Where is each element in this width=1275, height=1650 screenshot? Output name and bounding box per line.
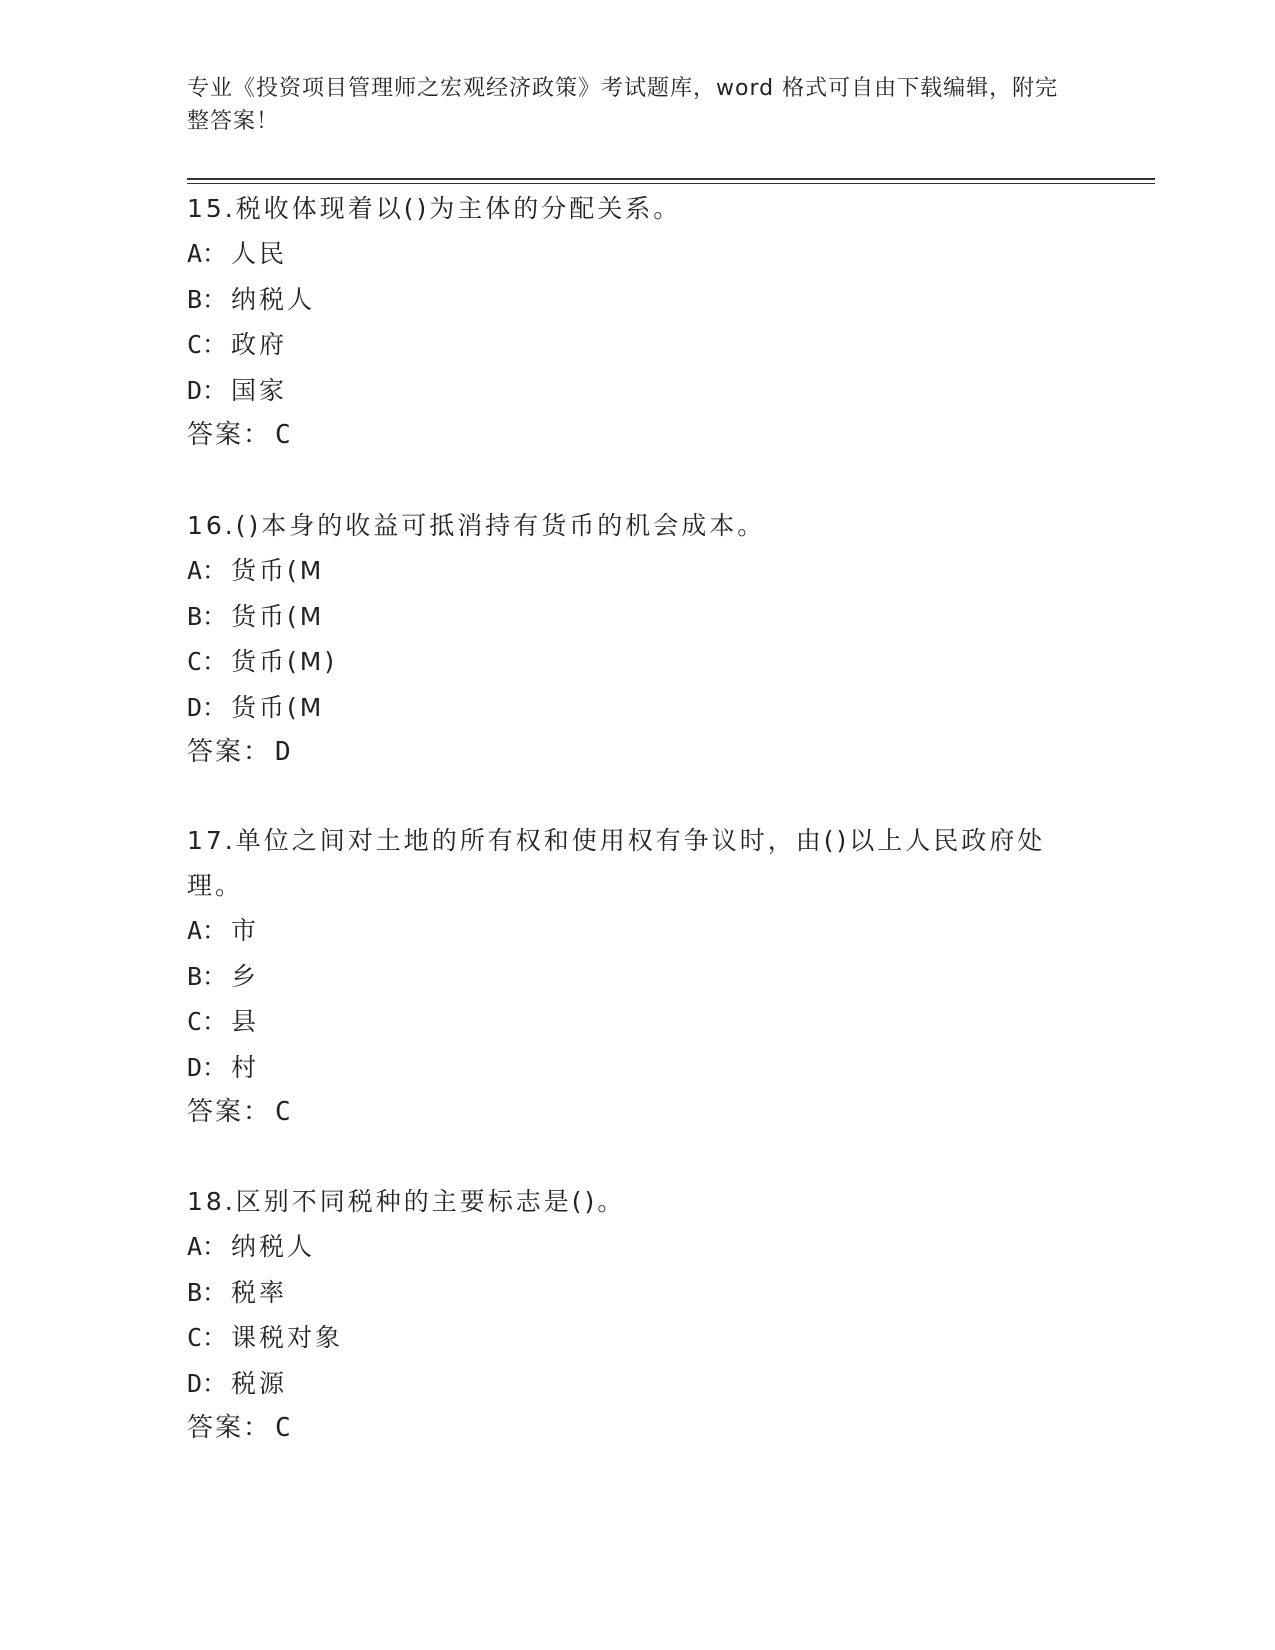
option-text: 货币(M) <box>231 647 338 676</box>
option-a <box>187 231 1087 277</box>
question-18 <box>187 1179 1087 1452</box>
option-text: 税率 <box>231 1277 288 1307</box>
question-stem: 18.区别不同税种的主要标志是()。 <box>187 1187 626 1216</box>
option-d <box>187 1045 1087 1091</box>
answer-value: D <box>275 737 293 767</box>
option-text: 村 <box>231 1052 260 1082</box>
answer-value: C <box>275 1413 293 1443</box>
option-text: 课税对象 <box>231 1323 344 1352</box>
option-text: 乡 <box>231 961 260 991</box>
answer-value: C <box>275 420 293 450</box>
option-text: 国家 <box>231 375 288 405</box>
option-b <box>187 594 1087 640</box>
answer-label: 答案： <box>187 737 272 767</box>
option-text: 货币(M <box>231 692 325 722</box>
option-key: D： <box>187 692 228 722</box>
option-d <box>187 1361 1087 1407</box>
option-text: 纳税人 <box>231 1232 316 1261</box>
answer-label: 答案： <box>187 420 272 450</box>
question-stem: 17.单位之间对土地的所有权和使用权有争议时，由()以上人民政府处理。 <box>187 826 1046 900</box>
option-c <box>187 1315 1087 1361</box>
option-key: B： <box>187 284 228 314</box>
option-key: C： <box>187 1323 228 1352</box>
option-key: A： <box>187 239 228 268</box>
answer-line <box>187 730 1087 776</box>
answer-line <box>187 1406 1087 1452</box>
option-key: D： <box>187 1368 228 1398</box>
option-c <box>187 999 1087 1045</box>
option-key: C： <box>187 1007 228 1036</box>
option-text: 税源 <box>231 1368 288 1398</box>
option-b <box>187 277 1087 323</box>
option-d <box>187 685 1087 731</box>
option-key: D： <box>187 375 228 405</box>
option-text: 政府 <box>231 330 288 359</box>
header-divider-thick <box>187 178 1155 180</box>
answer-label: 答案： <box>187 1413 272 1443</box>
option-text: 货币(M <box>231 556 325 585</box>
option-text: 市 <box>231 916 260 945</box>
option-text: 货币(M <box>231 601 325 631</box>
option-key: A： <box>187 1232 228 1261</box>
option-key: A： <box>187 556 228 585</box>
option-a <box>187 908 1087 954</box>
option-key: B： <box>187 961 228 991</box>
option-key: B： <box>187 1277 228 1307</box>
option-c <box>187 639 1087 685</box>
answer-label: 答案： <box>187 1097 272 1127</box>
option-text: 县 <box>231 1007 260 1036</box>
option-text: 人民 <box>231 239 288 268</box>
option-key: B： <box>187 601 228 631</box>
option-key: A： <box>187 916 228 945</box>
answer-line <box>187 413 1087 459</box>
option-d <box>187 368 1087 414</box>
option-c <box>187 322 1087 368</box>
answer-value: C <box>275 1097 293 1127</box>
question-16 <box>187 503 1087 776</box>
header-divider-thin <box>187 183 1155 184</box>
option-key: C： <box>187 330 228 359</box>
option-a <box>187 1224 1087 1270</box>
answer-line <box>187 1090 1087 1136</box>
question-15 <box>187 186 1087 459</box>
option-b <box>187 954 1087 1000</box>
option-key: D： <box>187 1052 228 1082</box>
option-key: C： <box>187 647 228 676</box>
option-b <box>187 1270 1087 1316</box>
question-stem: 16.()本身的收益可抵消持有货币的机会成本。 <box>187 511 766 540</box>
option-text: 纳税人 <box>231 284 316 314</box>
document-header: 专业《投资项目管理师之宏观经济政策》考试题库，word 格式可自由下载编辑，附完整答案！ <box>187 76 1059 134</box>
option-a <box>187 548 1087 594</box>
question-stem: 15.税收体现着以()为主体的分配关系。 <box>187 194 682 223</box>
question-17 <box>187 818 1087 1136</box>
